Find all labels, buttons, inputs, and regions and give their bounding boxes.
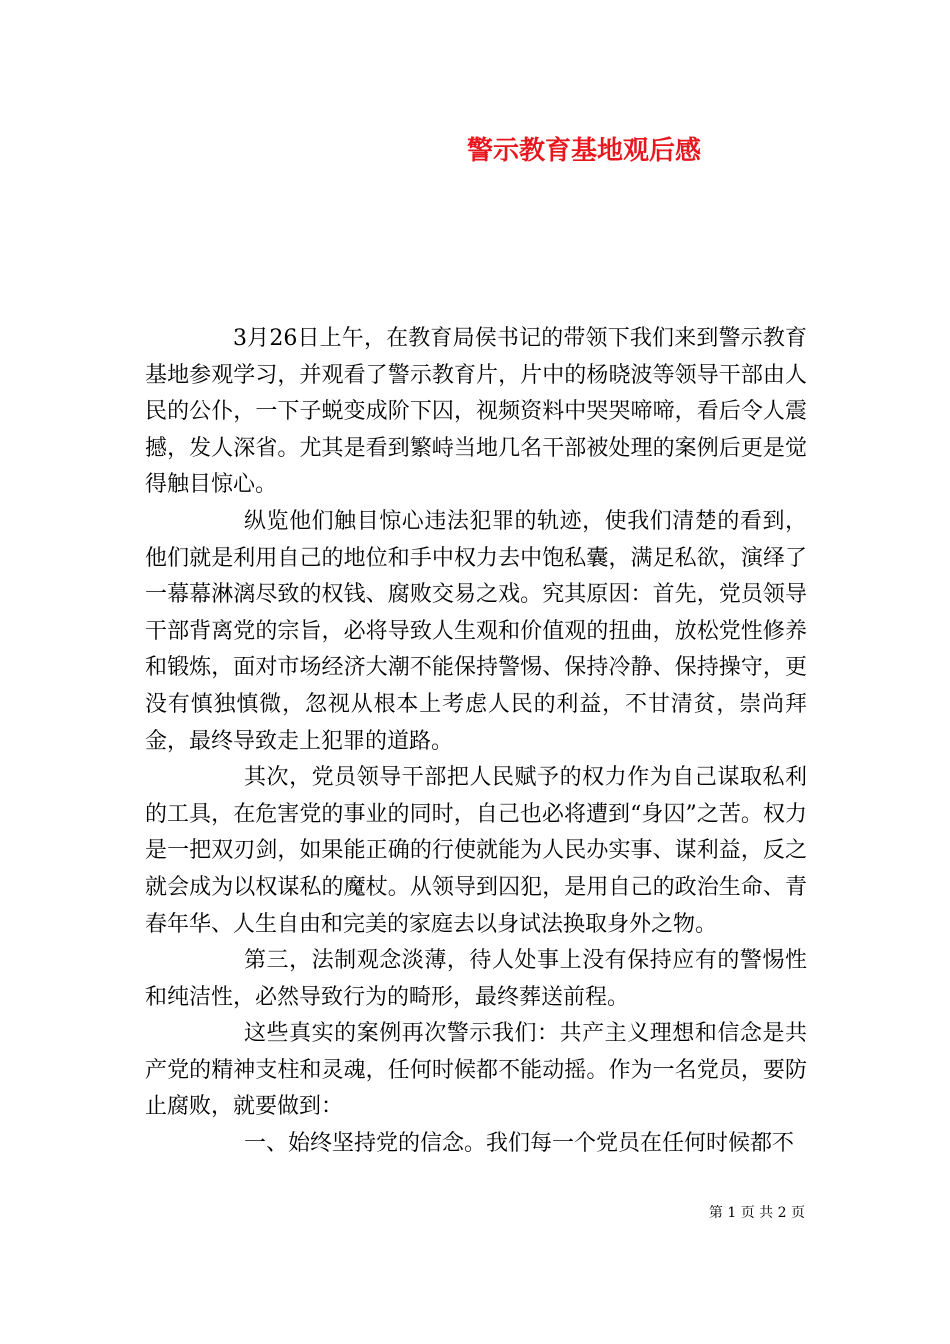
paragraph-3: 其次，党员领导干部把人民赋予的权力作为自己谋取私利的工具，在危害党的事业的同时，自己也必将遭到“身囚”之苦。权力是一把双刃剑，如果能正确的行使就能为人民办实事、谋利益，反之就会成为以权谋私的魔杖。从领导到囚犯，是用自己的政治生命、青春年华、人生自由和完美的家庭去以身试法换取身外之物。 [145, 765, 807, 937]
paragraph-4: 第三，法制观念淡薄，待人处事上没有保持应有的警惕性和纯洁性，必然导致行为的畸形，最终葬送前程。 [145, 948, 807, 1010]
document-title: 警示教育基地观后感 [466, 136, 701, 166]
paragraph-2: 纵览他们触目惊心违法犯罪的轨迹，使我们清楚的看到，他们就是利用自己的地位和手中权力去中饱私囊，满足私欲，演绎了一幕幕淋漓尽致的权钱、腐败交易之戏。究其原因：首先，党员领导干部背离党的宗旨，必将导致人生观和价值观的扭曲，放松党性修养和锻炼，面对市场经济大潮不能保持警惕、保持冷静、保持操守，更没有慎独慎微，忽视从根本上考虑人民的利益，不甘清贫，崇尚拜金，最终导致走上犯罪的道路。 [145, 508, 807, 754]
document-body [145, 321, 807, 1163]
paragraph-1: 3月26日上午，在教育局侯书记的带领下我们来到警示教育基地参观学习，并观看了警示教育片，片中的杨晓波等领导干部由人民的公仆，一下子蜕变成阶下囚，视频资料中哭哭啼啼，看后令人震撼，发人深省。尤其是看到繁峙当地几名干部被处理的案例后更是觉得触目惊心。 [145, 326, 807, 498]
paragraph-6: 一、始终坚持党的信念。我们每一个党员在任何时候都不 [244, 1131, 795, 1157]
paragraph-5: 这些真实的案例再次警示我们：共产主义理想和信念是共产党的精神支柱和灵魂，任何时候都不能动摇。作为一名党员，要防止腐败，就要做到： [145, 1021, 807, 1120]
page-number: 第 1 页 共 2 页 [708, 1205, 805, 1221]
